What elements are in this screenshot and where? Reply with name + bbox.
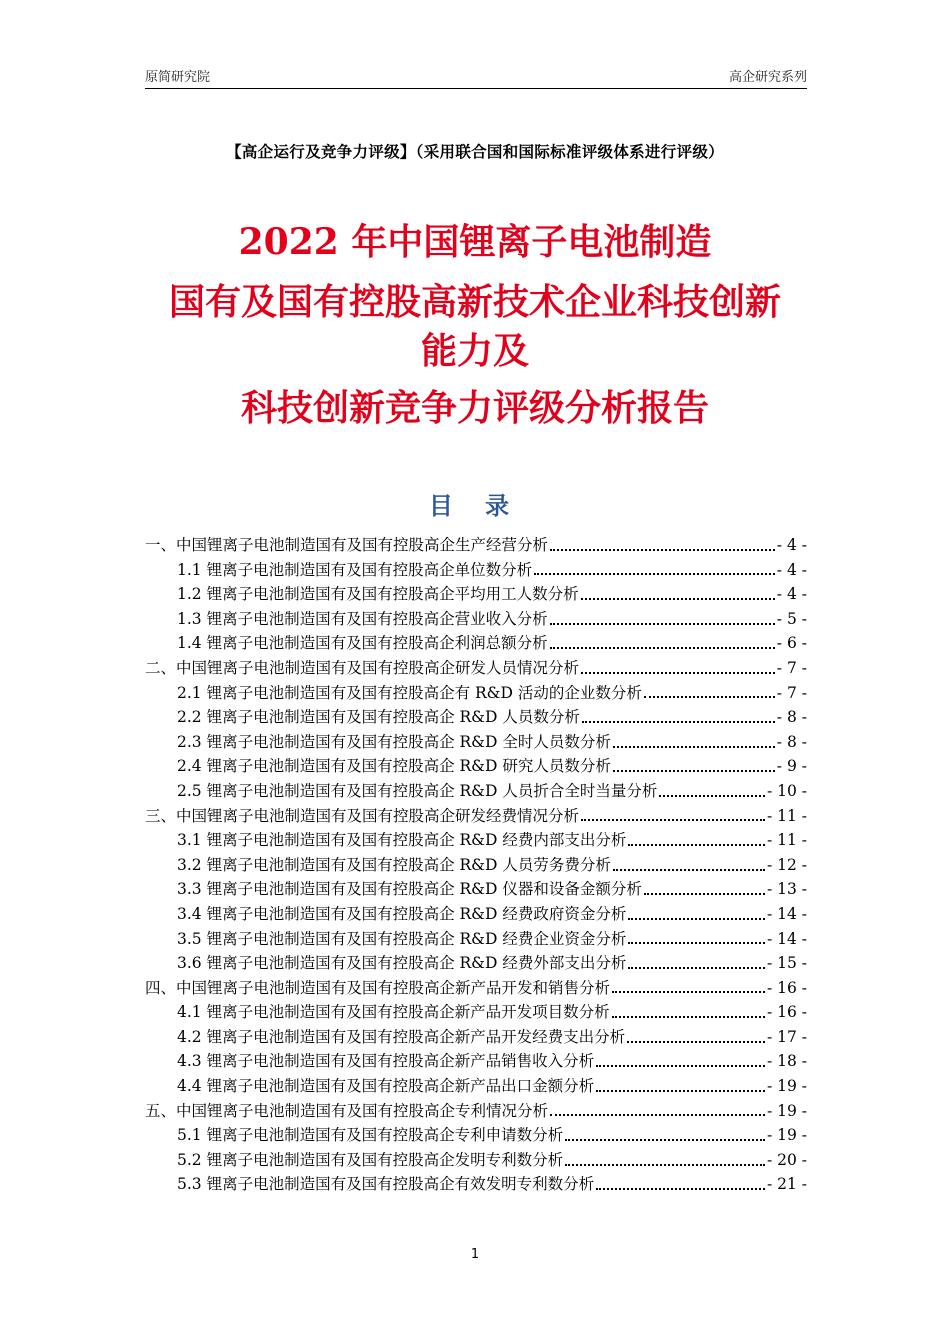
toc-leader-dots [627,1041,765,1043]
toc-subentry[interactable] [145,705,807,730]
toc-entry[interactable] [145,804,807,829]
toc-leader-dots [581,672,775,674]
toc-entry-text: 4.3 锂离子电池制造国有及国有控股高企新产品销售收入分析 [177,1052,595,1071]
header-right-series: 高企研究系列 [728,70,807,85]
toc-entry-page: - 16 - [766,978,807,997]
toc-entry-text: 2.3 锂离子电池制造国有及国有控股高企 R&D 全时人员数分析 [177,732,611,751]
toc-leader-dots [613,746,775,748]
toc-entry-page: - 19 - [766,1077,807,1096]
toc-subentry[interactable] [145,1172,807,1197]
toc-subentry[interactable] [145,1025,807,1050]
toc-subentry[interactable] [145,853,807,878]
toc-subentry[interactable] [145,1049,807,1074]
toc-entry-page: - 8 - [776,732,807,751]
toc-entry-page: - 19 - [766,1101,807,1120]
toc-entry-page: - 14 - [766,904,807,923]
toc-subentry[interactable] [145,558,807,583]
toc-entry-page: - 11 - [766,831,807,850]
toc-leader-dots [613,770,775,772]
toc-entry-page: - 13 - [766,880,807,899]
toc-entry-page: - 12 - [766,855,807,874]
toc-entry-page: - 19 - [766,1126,807,1145]
report-title [0,214,950,444]
toc-leader-dots [596,1188,765,1190]
toc-subentry[interactable] [145,1148,807,1173]
title-line-4: 科技创新竞争力评级分析报告 [240,387,709,429]
toc-entry-text: 2.2 锂离子电池制造国有及国有控股高企 R&D 人员数分析 [177,708,580,727]
header-left-org: 原简研究院 [145,70,211,85]
toc-entry-text: 5.1 锂离子电池制造国有及国有控股高企专利申请数分析 [177,1126,564,1145]
toc-leader-dots [628,967,765,969]
toc-entry-text: 三、中国锂离子电池制造国有及国有控股高企研发经费情况分析 [145,806,580,825]
toc-leader-dots [582,721,775,723]
toc-entry-text: 5.3 锂离子电池制造国有及国有控股高企有效发明专利数分析 [177,1175,595,1194]
toc-entry-page: - 5 - [776,609,807,628]
toc-subentry[interactable] [145,877,807,902]
toc-entry-page: - 9 - [776,757,807,776]
toc-heading: 目 录 [428,492,522,520]
toc-leader-dots [596,1090,765,1092]
toc-entry-page: - 6 - [776,634,807,653]
toc-leader-dots [659,795,765,797]
toc-leader-dots [550,1114,765,1116]
toc-leader-dots [613,869,765,871]
toc-subentry[interactable] [145,1000,807,1025]
toc-leader-dots [612,1016,765,1018]
toc-subentry[interactable] [145,754,807,779]
toc-leader-dots [550,623,775,625]
toc-entry-text: 4.4 锂离子电池制造国有及国有控股高企新产品出口金额分析 [177,1077,595,1096]
toc-entry-page: - 4 - [776,585,807,604]
toc-entry-text: 2.1 锂离子电池制造国有及国有控股高企有 R&D 活动的企业数分析 [177,683,642,702]
toc-entry-page: - 10 - [766,781,807,800]
toc-entry[interactable] [145,1099,807,1124]
table-of-contents [145,533,807,1197]
toc-entry-page: - 21 - [766,1175,807,1194]
toc-entry-text: 4.2 锂离子电池制造国有及国有控股高企新产品开发经费支出分析 [177,1027,626,1046]
toc-leader-dots [565,1164,765,1166]
toc-entry-page: - 20 - [766,1150,807,1169]
toc-leader-dots [644,696,775,698]
toc-leader-dots [534,573,775,575]
toc-entry[interactable] [145,976,807,1001]
toc-subentry[interactable] [145,730,807,755]
toc-leader-dots [596,1065,765,1067]
toc-subentry[interactable] [145,779,807,804]
toc-entry-text: 3.4 锂离子电池制造国有及国有控股高企 R&D 经费政府资金分析 [177,904,627,923]
toc-entry-text: 3.3 锂离子电池制造国有及国有控股高企 R&D 仪器和设备金额分析 [177,880,642,899]
toc-subentry[interactable] [145,681,807,706]
page-header [145,66,807,89]
rating-line: 【高企运行及竞争力评级】（采用联合国和国际标准评级体系进行评级） [226,143,724,161]
toc-entry-page: - 4 - [776,536,807,554]
toc-entry-page: - 14 - [766,929,807,948]
toc-leader-dots [565,1139,765,1141]
toc-subentry[interactable] [145,1074,807,1099]
toc-entry-text: 3.5 锂离子电池制造国有及国有控股高企 R&D 经费企业资金分析 [177,929,627,948]
toc-entry-text: 四、中国锂离子电池制造国有及国有控股高企新产品开发和销售分析 [145,978,611,997]
toc-leader-dots [644,893,765,895]
toc-entry[interactable] [145,656,807,681]
toc-entry[interactable] [145,533,807,558]
toc-entry-text: 1.1 锂离子电池制造国有及国有控股高企单位数分析 [177,560,533,579]
toc-leader-dots [581,819,765,821]
toc-subentry[interactable] [145,582,807,607]
toc-subentry[interactable] [145,1123,807,1148]
toc-leader-dots [612,991,765,993]
toc-entry-page: - 11 - [766,806,807,825]
toc-entry-text: 二、中国锂离子电池制造国有及国有控股高企研发人员情况分析 [145,658,580,677]
toc-entry-text: 3.1 锂离子电池制造国有及国有控股高企 R&D 经费内部支出分析 [177,831,627,850]
toc-entry-page: - 18 - [766,1052,807,1071]
toc-subentry[interactable] [145,631,807,656]
toc-entry-text: 3.6 锂离子电池制造国有及国有控股高企 R&D 经费外部支出分析 [177,954,627,973]
toc-leader-dots [628,844,765,846]
toc-entry-text: 3.2 锂离子电池制造国有及国有控股高企 R&D 人员劳务费分析 [177,855,611,874]
toc-entry-text: 1.4 锂离子电池制造国有及国有控股高企利润总额分析 [177,634,548,653]
toc-leader-dots [628,942,765,944]
toc-entry-text: 五、中国锂离子电池制造国有及国有控股高企专利情况分析 [145,1101,549,1120]
toc-entry-text: 1.2 锂离子电池制造国有及国有控股高企平均用工人数分析 [177,585,579,604]
toc-entry-page: - 16 - [766,1003,807,1022]
toc-subentry[interactable] [145,902,807,927]
title-line-2: 国有及国有控股高新技术企业科技创新 [168,281,781,323]
toc-subentry[interactable] [145,607,807,632]
title-line-1: 2022 年中国锂离子电池制造 [238,221,712,263]
toc-entry-page: - 4 - [776,560,807,579]
toc-leader-dots [550,647,775,649]
toc-entry-page: - 7 - [776,658,807,677]
toc-subentry[interactable] [145,951,807,976]
toc-subentry[interactable] [145,828,807,853]
toc-entry-text: 一、中国锂离子电池制造国有及国有控股高企生产经营分析 [145,536,549,554]
toc-entry-text: 1.3 锂离子电池制造国有及国有控股高企营业收入分析 [177,609,548,628]
toc-entry-page: - 15 - [766,954,807,973]
toc-entry-text: 2.5 锂离子电池制造国有及国有控股高企 R&D 人员折合全时当量分析 [177,781,658,800]
toc-leader-dots [581,598,775,600]
page-number: 1 [470,1247,480,1262]
toc-subentry[interactable] [145,927,807,952]
toc-entry-page: - 17 - [766,1027,807,1046]
toc-leader-dots [550,549,775,551]
toc-entry-page: - 8 - [776,708,807,727]
toc-entry-text: 4.1 锂离子电池制造国有及国有控股高企新产品开发项目数分析 [177,1003,610,1022]
toc-entry-text: 5.2 锂离子电池制造国有及国有控股高企发明专利数分析 [177,1150,564,1169]
title-line-3: 能力及 [420,330,529,372]
toc-leader-dots [628,918,765,920]
toc-entry-page: - 7 - [776,683,807,702]
toc-entry-text: 2.4 锂离子电池制造国有及国有控股高企 R&D 研究人员数分析 [177,757,611,776]
